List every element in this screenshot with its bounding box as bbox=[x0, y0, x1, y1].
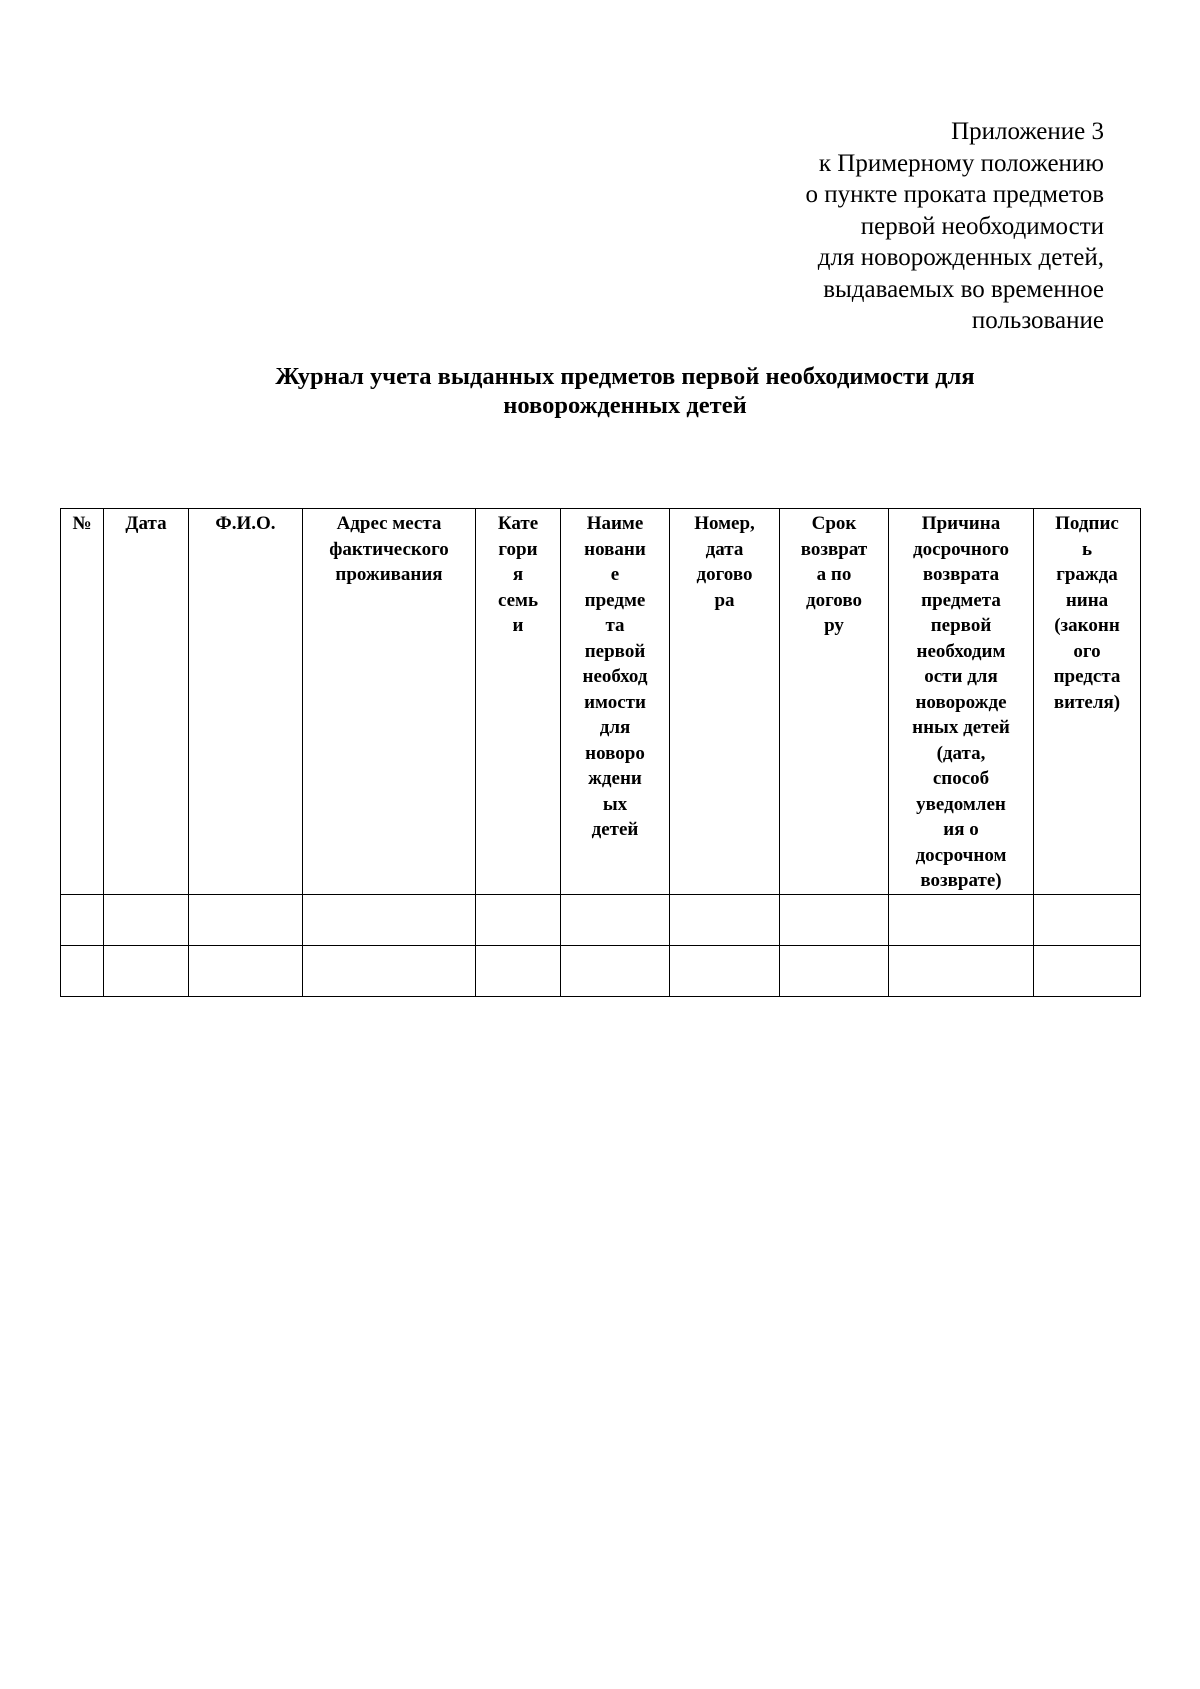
column-header-line: Кате bbox=[497, 513, 539, 534]
column-header-line: и bbox=[512, 615, 524, 636]
column-header-line: предме bbox=[584, 589, 646, 611]
column-header-line: возврат bbox=[800, 538, 868, 560]
column-header-line: ждени bbox=[588, 768, 642, 789]
column-header-line: фактического bbox=[329, 538, 449, 560]
column-header bbox=[189, 509, 303, 895]
column-header-line: Дата bbox=[125, 513, 167, 534]
column-header-line: детей bbox=[591, 819, 639, 840]
column-header-line: необход bbox=[582, 666, 648, 687]
table-cell bbox=[61, 945, 104, 996]
table-cell bbox=[476, 894, 561, 945]
column-header bbox=[889, 509, 1034, 895]
column-header-line: новоро bbox=[585, 742, 645, 764]
title-line: новорожденных детей bbox=[503, 392, 747, 419]
column-header-line: Подпис bbox=[1055, 513, 1119, 534]
appendix-line: к Примерному положению bbox=[818, 149, 1104, 177]
table-cell bbox=[889, 894, 1034, 945]
column-header bbox=[104, 509, 189, 895]
column-header-line: Наиме bbox=[586, 513, 644, 534]
table-header-row bbox=[61, 509, 1141, 895]
column-header-line: способ bbox=[932, 768, 990, 789]
column-header-line: для bbox=[599, 717, 631, 738]
column-header-line: та bbox=[605, 615, 625, 636]
table-cell bbox=[1034, 945, 1141, 996]
column-header-line: необходим bbox=[916, 640, 1006, 662]
column-header bbox=[476, 509, 561, 895]
appendix-line: для новорожденных детей, bbox=[817, 244, 1104, 271]
table-cell bbox=[189, 894, 303, 945]
column-header-line: ия о bbox=[943, 819, 979, 840]
column-header-line: новани bbox=[584, 538, 646, 560]
column-header-line: ого bbox=[1073, 640, 1101, 662]
column-header-line: ра bbox=[714, 589, 735, 611]
column-header-line: Срок bbox=[811, 513, 857, 534]
table-cell bbox=[303, 945, 476, 996]
column-header-line: предста bbox=[1053, 666, 1121, 687]
document-title bbox=[160, 362, 1090, 420]
table-body bbox=[61, 894, 1141, 996]
column-header bbox=[780, 509, 889, 895]
column-header-line: проживания bbox=[335, 564, 443, 585]
column-header-line: я bbox=[512, 564, 524, 585]
column-header-line: семь bbox=[497, 589, 539, 611]
column-header-line: нина bbox=[1065, 589, 1109, 611]
appendix-line: о пункте проката предметов bbox=[805, 181, 1104, 208]
table-cell bbox=[189, 945, 303, 996]
column-header-line: (законн bbox=[1054, 615, 1120, 636]
appendix-line: Приложение 3 bbox=[951, 118, 1104, 145]
table-cell bbox=[476, 945, 561, 996]
column-header-line: е bbox=[610, 564, 620, 585]
appendix-line: первой необходимости bbox=[860, 212, 1104, 240]
column-header-line: Адрес места bbox=[336, 513, 442, 534]
column-header-line: первой bbox=[584, 640, 646, 662]
appendix-line: выдаваемых во временное bbox=[823, 275, 1104, 303]
column-header-line: ости для bbox=[924, 666, 998, 687]
column-header-line: Ф.И.О. bbox=[215, 513, 276, 534]
table-cell bbox=[780, 894, 889, 945]
column-header-line: Причина bbox=[921, 513, 1001, 534]
table-cell bbox=[780, 945, 889, 996]
column-header-line: предмета bbox=[921, 589, 1001, 611]
column-header bbox=[561, 509, 670, 895]
table-cell bbox=[104, 894, 189, 945]
column-header-line: возврате) bbox=[920, 870, 1002, 891]
column-header bbox=[670, 509, 780, 895]
table-cell bbox=[670, 945, 780, 996]
column-header-line: а по bbox=[816, 564, 852, 585]
column-header-line: нных детей bbox=[912, 717, 1010, 738]
column-header-line: гражда bbox=[1056, 564, 1118, 585]
appendix-line: пользование bbox=[971, 307, 1104, 334]
column-header-line: № bbox=[72, 513, 92, 534]
column-header-line: досрочного bbox=[913, 538, 1009, 560]
column-header-line: первой bbox=[930, 615, 992, 636]
table-cell bbox=[561, 894, 670, 945]
column-header-line: досрочном bbox=[915, 844, 1007, 866]
column-header-line: новорожде bbox=[915, 691, 1007, 713]
appendix-note bbox=[584, 116, 1104, 337]
column-header-line: ых bbox=[602, 793, 628, 815]
column-header-line: вителя) bbox=[1053, 691, 1121, 713]
column-header-line: гори bbox=[498, 538, 538, 560]
column-header bbox=[61, 509, 104, 895]
column-header-line: возврата bbox=[922, 564, 1000, 585]
journal-table bbox=[60, 508, 1141, 997]
table-cell bbox=[1034, 894, 1141, 945]
table-cell bbox=[303, 894, 476, 945]
column-header-line: уведомлен bbox=[916, 793, 1006, 815]
table-cell bbox=[61, 894, 104, 945]
table-cell bbox=[889, 945, 1034, 996]
table-cell bbox=[104, 945, 189, 996]
column-header-line: дата bbox=[705, 538, 744, 560]
table-row bbox=[61, 945, 1141, 996]
column-header bbox=[303, 509, 476, 895]
column-header-line: имости bbox=[584, 691, 646, 713]
table-cell bbox=[670, 894, 780, 945]
title-line: Журнал учета выданных предметов первой необходимости для bbox=[275, 363, 975, 390]
column-header-line: догово bbox=[806, 589, 862, 611]
column-header-line: ру bbox=[824, 615, 844, 636]
table-row bbox=[61, 894, 1141, 945]
column-header-line: (дата, bbox=[936, 742, 986, 764]
column-header-line: Номер, bbox=[694, 513, 755, 534]
column-header bbox=[1034, 509, 1141, 895]
table-cell bbox=[561, 945, 670, 996]
column-header-line: догово bbox=[696, 564, 753, 585]
column-header-line: ь bbox=[1081, 538, 1093, 560]
